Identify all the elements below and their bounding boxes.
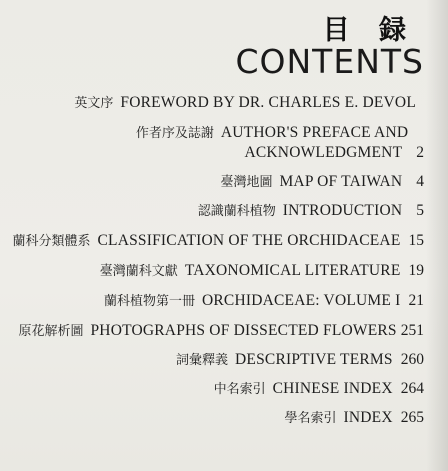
- toc-entry-english: AUTHOR'S PREFACE AND: [220, 124, 409, 141]
- toc-entry-chinese: 原花解析圖: [18, 324, 84, 339]
- toc-entry-english: CLASSIFICATION OF THE ORCHIDACEAE: [97, 232, 401, 249]
- toc-entry-english: INTRODUCTION: [282, 202, 403, 219]
- toc-entry-chinese: 認識蘭科植物: [197, 204, 276, 219]
- toc-entry-page: 4: [416, 173, 424, 190]
- toc-entry-index: [285, 409, 424, 428]
- toc-entry-english: INDEX: [343, 409, 393, 426]
- toc-entry-map: [220, 173, 424, 192]
- toc-entry-chinese-index: [214, 380, 424, 399]
- toc-entry-foreword: [74, 94, 424, 113]
- toc-entry-descriptive-terms: [176, 351, 424, 370]
- toc-entry-chinese: 蘭科分類體系: [12, 234, 91, 249]
- toc-entry-page: 264: [400, 380, 424, 397]
- toc-entry-page: 260: [400, 351, 424, 368]
- toc-entry-introduction: [198, 202, 424, 221]
- toc-entry-chinese: 詞彙釋義: [176, 353, 229, 368]
- toc-entry-english: ORCHIDACEAE: VOLUME I: [201, 292, 401, 309]
- toc-entry-english: TAXONOMICAL LITERATURE: [184, 262, 401, 279]
- toc-entry-chinese: 英文序: [74, 96, 114, 111]
- toc-entry-dissected-flowers: [18, 322, 424, 341]
- toc-entry-english: MAP OF TAIWAN: [279, 173, 403, 190]
- toc-entry-preface: [136, 124, 424, 143]
- toc-entry-english: PHOTOGRAPHS OF DISSECTED FLOWERS: [90, 322, 397, 339]
- toc-entry-english: CHINESE INDEX: [272, 380, 393, 397]
- toc-entry-english-continued: ACKNOWLEDGMENT: [244, 144, 403, 161]
- toc-entry-preface-line2: [244, 144, 424, 162]
- toc-entry-page: 19: [408, 262, 424, 279]
- toc-entry-page: 265: [400, 409, 424, 426]
- toc-entry-chinese: 臺灣蘭科文獻: [99, 264, 178, 279]
- toc-entry-page: 5: [416, 202, 424, 219]
- toc-entry-page: 21: [408, 292, 424, 309]
- toc-entry-page: 251: [400, 322, 424, 339]
- toc-entry-chinese: 中名索引: [213, 382, 266, 397]
- toc-entry-literature: [100, 262, 424, 281]
- toc-entry-page: 2: [416, 144, 424, 161]
- toc-entry-chinese: 臺灣地圖: [220, 175, 273, 190]
- toc-entry-chinese: 學名索引: [284, 411, 337, 426]
- contents-heading-english: CONTENTS: [235, 42, 424, 81]
- toc-entry-volume-one: [104, 292, 424, 311]
- toc-entry-page: 15: [408, 232, 424, 249]
- toc-entry-english: FOREWORD BY DR. CHARLES E. DEVOL: [120, 94, 416, 111]
- toc-entry-chinese: 蘭科植物第一冊: [103, 294, 195, 309]
- toc-entry-chinese: 作者序及誌謝: [135, 126, 214, 141]
- toc-entry-english: DESCRIPTIVE TERMS: [235, 351, 393, 368]
- toc-entry-classification: [12, 232, 424, 251]
- contents-heading-chinese: 目 録: [322, 15, 416, 46]
